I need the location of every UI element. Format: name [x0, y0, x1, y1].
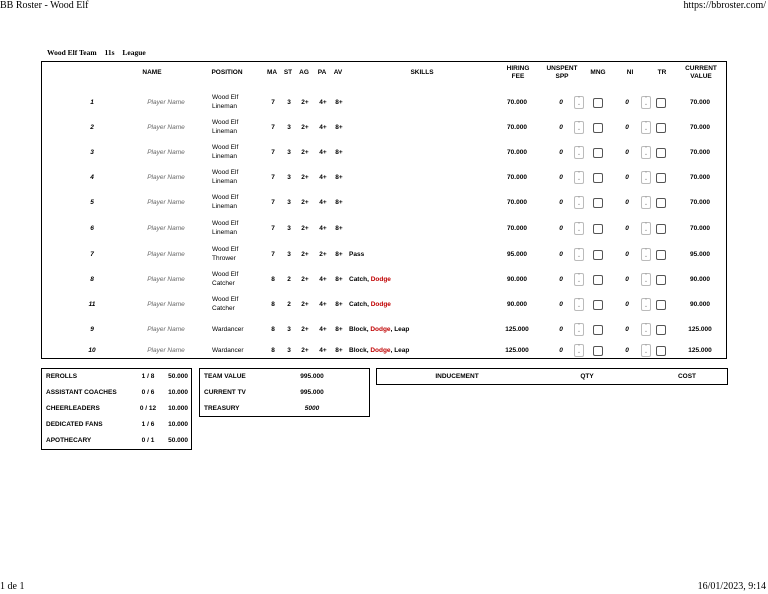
stat-ag: 2+ — [301, 149, 309, 156]
stat-pa: 2+ — [319, 251, 327, 258]
current-value: 70.000 — [690, 199, 710, 206]
player-position: Wardancer — [212, 347, 244, 354]
player-number: 2 — [90, 124, 94, 131]
stat-ma: 7 — [271, 124, 275, 131]
player-position-line2: Lineman — [212, 103, 237, 110]
page-footer-page: 1 de 1 — [0, 581, 25, 592]
team-value-amount: 5000 — [304, 405, 320, 412]
stat-av: 8+ — [335, 124, 343, 131]
up-down-spinner-icon[interactable]: ⌃ ⌄ — [641, 196, 651, 209]
player-name-field[interactable]: Player Name — [147, 251, 185, 258]
tr-checkbox[interactable] — [656, 173, 666, 183]
tr-checkbox[interactable] — [656, 148, 666, 158]
niggling-injury: 0 — [625, 149, 629, 156]
stat-pa: 4+ — [319, 199, 327, 206]
col-position: POSITION — [211, 69, 243, 76]
skill-separator: , — [390, 347, 395, 354]
staff-row — [46, 373, 188, 382]
skill-separator: , — [367, 301, 371, 308]
stat-ma: 7 — [271, 225, 275, 232]
stat-ag: 2+ — [301, 99, 309, 106]
up-down-spinner-icon[interactable]: ⌃ ⌄ — [574, 171, 584, 184]
stat-av: 8+ — [335, 301, 343, 308]
current-value: 70.000 — [690, 124, 710, 131]
up-down-spinner-icon[interactable]: ⌃ ⌄ — [574, 146, 584, 159]
skill-separator: , — [366, 347, 371, 354]
unspent-spp: 0 — [559, 124, 563, 131]
unspent-spp: 0 — [559, 301, 563, 308]
up-down-spinner-icon[interactable]: ⌃ ⌄ — [574, 298, 584, 311]
staff-label: CHEERLEADERS — [46, 405, 100, 412]
player-number: 9 — [90, 326, 94, 333]
page-header-title: BB Roster - Wood Elf — [0, 0, 89, 11]
skill-separator: , — [390, 326, 395, 333]
stat-pa: 4+ — [319, 99, 327, 106]
team-value-row — [204, 373, 366, 382]
stat-pa: 4+ — [319, 276, 327, 283]
stat-pa: 4+ — [319, 225, 327, 232]
page-footer-timestamp: 16/01/2023, 9:14 — [697, 581, 766, 592]
stat-ma: 8 — [271, 326, 275, 333]
stat-pa: 4+ — [319, 301, 327, 308]
stat-ma: 7 — [271, 99, 275, 106]
col-av: AV — [333, 69, 343, 76]
col-inducement-qty: QTY — [580, 373, 594, 380]
hiring-fee: 125.000 — [505, 326, 529, 333]
up-down-spinner-icon[interactable]: ⌃ ⌄ — [574, 196, 584, 209]
team-value-row — [204, 405, 366, 414]
staff-cost: 50.000 — [168, 373, 188, 380]
mng-checkbox[interactable] — [593, 148, 603, 158]
player-number: 8 — [90, 276, 94, 283]
staff-qty: 1 / 6 — [141, 421, 155, 428]
staff-label: APOTHECARY — [46, 437, 92, 444]
stat-st: 3 — [287, 174, 291, 181]
tr-checkbox[interactable] — [656, 275, 666, 285]
mng-checkbox[interactable] — [593, 224, 603, 234]
hiring-fee: 70.000 — [507, 99, 527, 106]
current-value: 70.000 — [690, 99, 710, 106]
team-type: League — [122, 48, 146, 57]
mng-checkbox[interactable] — [593, 325, 603, 335]
staff-label: REROLLS — [46, 373, 78, 380]
stat-st: 3 — [287, 124, 291, 131]
niggling-injury: 0 — [625, 326, 629, 333]
player-name-field[interactable]: Player Name — [147, 326, 185, 333]
player-position-line1: Wood Elf — [212, 271, 239, 278]
tr-checkbox[interactable] — [656, 250, 666, 260]
staff-cost: 10.000 — [168, 405, 188, 412]
team-info — [47, 48, 152, 57]
stat-pa: 4+ — [319, 326, 327, 333]
player-position-line1: Wood Elf — [212, 296, 239, 303]
unspent-spp: 0 — [559, 174, 563, 181]
up-down-spinner-icon[interactable]: ⌃ ⌄ — [641, 344, 651, 357]
current-value: 125.000 — [688, 347, 712, 354]
player-skills — [349, 326, 409, 334]
up-down-spinner-icon[interactable]: ⌃ ⌄ — [641, 96, 651, 109]
player-name-field[interactable]: Player Name — [147, 276, 185, 283]
skill-leap: Leap — [394, 326, 410, 333]
player-position: Wardancer — [212, 326, 244, 333]
stat-pa: 4+ — [319, 347, 327, 354]
hiring-fee: 70.000 — [507, 225, 527, 232]
col-tr: TR — [657, 69, 667, 76]
current-value: 70.000 — [690, 225, 710, 232]
skill-block: Block — [349, 347, 367, 354]
hiring-fee: 95.000 — [507, 251, 527, 258]
stat-av: 8+ — [335, 326, 343, 333]
skill-dodge: Dodge — [370, 301, 391, 308]
staff-label: DEDICATED FANS — [46, 421, 103, 428]
player-position-line2: Lineman — [212, 153, 237, 160]
col-hiring-fee: HIRING FEE — [506, 65, 530, 80]
up-down-spinner-icon[interactable]: ⌃ ⌄ — [641, 121, 651, 134]
mng-checkbox[interactable] — [593, 250, 603, 260]
team-name: Wood Elf Team — [47, 48, 97, 57]
staff-cost: 10.000 — [168, 421, 188, 428]
staff-qty: 0 / 12 — [139, 405, 157, 412]
up-down-spinner-icon[interactable]: ⌃ ⌄ — [641, 222, 651, 235]
tr-checkbox[interactable] — [656, 198, 666, 208]
player-name-field[interactable]: Player Name — [147, 347, 185, 354]
player-position-line2: Lineman — [212, 178, 237, 185]
col-name: NAME — [142, 69, 162, 76]
unspent-spp: 0 — [559, 149, 563, 156]
current-value: 90.000 — [690, 276, 710, 283]
staff-qty: 1 / 8 — [141, 373, 155, 380]
player-name-field[interactable]: Player Name — [147, 99, 185, 106]
player-position-line1: Wood Elf — [212, 220, 239, 227]
team-value-row — [204, 389, 366, 398]
stat-av: 8+ — [335, 99, 343, 106]
stat-ma: 8 — [271, 276, 275, 283]
unspent-spp: 0 — [559, 225, 563, 232]
stat-st: 3 — [287, 225, 291, 232]
player-name-field[interactable]: Player Name — [147, 301, 185, 308]
stat-st: 3 — [287, 199, 291, 206]
tr-checkbox[interactable] — [656, 300, 666, 310]
stat-av: 8+ — [335, 174, 343, 181]
up-down-spinner-icon[interactable]: ⌃ ⌄ — [574, 344, 584, 357]
mng-checkbox[interactable] — [593, 346, 603, 356]
unspent-spp: 0 — [559, 347, 563, 354]
player-skills — [349, 276, 391, 284]
up-down-spinner-icon[interactable]: ⌃ ⌄ — [574, 248, 584, 261]
staff-qty: 0 / 6 — [141, 389, 155, 396]
up-down-spinner-icon[interactable]: ⌃ ⌄ — [641, 298, 651, 311]
player-position-line2: Thrower — [212, 255, 236, 262]
skill-dodge: Dodge — [370, 347, 391, 354]
tr-checkbox[interactable] — [656, 325, 666, 335]
stat-pa: 4+ — [319, 149, 327, 156]
niggling-injury: 0 — [625, 174, 629, 181]
stat-av: 8+ — [335, 276, 343, 283]
stat-ag: 2+ — [301, 347, 309, 354]
skill-catch: Catch — [349, 276, 368, 283]
unspent-spp: 0 — [559, 99, 563, 106]
player-position-line1: Wood Elf — [212, 119, 239, 126]
hiring-fee: 70.000 — [507, 174, 527, 181]
current-value: 90.000 — [690, 301, 710, 308]
skill-separator: , — [366, 326, 371, 333]
team-value-label: CURRENT TV — [204, 389, 246, 396]
up-down-spinner-icon[interactable]: ⌃ ⌄ — [574, 96, 584, 109]
stat-av: 8+ — [335, 251, 343, 258]
col-pa: PA — [317, 69, 327, 76]
hiring-fee: 125.000 — [505, 347, 529, 354]
hiring-fee: 90.000 — [507, 276, 527, 283]
col-current-value: CURRENT VALUE — [685, 65, 717, 80]
up-down-spinner-icon[interactable]: ⌃ ⌄ — [641, 171, 651, 184]
unspent-spp: 0 — [559, 251, 563, 258]
player-position-line2: Catcher — [212, 305, 235, 312]
niggling-injury: 0 — [625, 124, 629, 131]
player-position-line2: Lineman — [212, 229, 237, 236]
staff-row — [46, 405, 188, 414]
col-ag: AG — [299, 69, 309, 76]
skill-block: Block — [349, 326, 367, 333]
player-number: 3 — [90, 149, 94, 156]
hiring-fee: 70.000 — [507, 149, 527, 156]
staff-cost: 10.000 — [168, 389, 188, 396]
stat-pa: 4+ — [319, 174, 327, 181]
hiring-fee: 70.000 — [507, 199, 527, 206]
up-down-spinner-icon[interactable]: ⌃ ⌄ — [574, 323, 584, 336]
up-down-spinner-icon[interactable]: ⌃ ⌄ — [641, 248, 651, 261]
stat-st: 2 — [287, 301, 291, 308]
mng-checkbox[interactable] — [593, 300, 603, 310]
stat-av: 8+ — [335, 199, 343, 206]
col-ma: MA — [266, 69, 278, 76]
hiring-fee: 90.000 — [507, 301, 527, 308]
unspent-spp: 0 — [559, 326, 563, 333]
staff-row — [46, 421, 188, 430]
player-number: 4 — [90, 174, 94, 181]
player-number: 7 — [90, 251, 94, 258]
player-number: 1 — [90, 99, 94, 106]
team-value-label: TREASURY — [204, 405, 240, 412]
skill-dodge: Dodge — [370, 326, 391, 333]
mng-checkbox[interactable] — [593, 275, 603, 285]
roster-table — [41, 61, 727, 359]
stat-av: 8+ — [335, 225, 343, 232]
unspent-spp: 0 — [559, 276, 563, 283]
player-name-field[interactable]: Player Name — [147, 149, 185, 156]
stat-st: 3 — [287, 326, 291, 333]
stat-st: 3 — [287, 251, 291, 258]
stat-ag: 2+ — [301, 276, 309, 283]
player-position-line1: Wood Elf — [212, 94, 239, 101]
up-down-spinner-icon[interactable]: ⌃ ⌄ — [641, 273, 651, 286]
col-inducement-cost: COST — [677, 373, 697, 380]
player-position-line1: Wood Elf — [212, 194, 239, 201]
stat-av: 8+ — [335, 149, 343, 156]
mng-checkbox[interactable] — [593, 173, 603, 183]
niggling-injury: 0 — [625, 99, 629, 106]
skill-separator: , — [367, 276, 371, 283]
stat-ma: 8 — [271, 301, 275, 308]
tr-checkbox[interactable] — [656, 98, 666, 108]
stat-ma: 7 — [271, 174, 275, 181]
stat-ag: 2+ — [301, 301, 309, 308]
current-value: 70.000 — [690, 149, 710, 156]
stat-ag: 2+ — [301, 124, 309, 131]
team-size: 11s — [104, 48, 115, 57]
stat-ma: 7 — [271, 199, 275, 206]
staff-row — [46, 437, 188, 446]
tr-checkbox[interactable] — [656, 224, 666, 234]
skill-leap: Leap — [394, 347, 410, 354]
stat-ag: 2+ — [301, 251, 309, 258]
skill-catch: Catch — [349, 301, 368, 308]
staff-box — [41, 368, 192, 450]
mng-checkbox[interactable] — [593, 123, 603, 133]
mng-checkbox[interactable] — [593, 198, 603, 208]
player-number: 10 — [88, 347, 96, 354]
current-value: 70.000 — [690, 174, 710, 181]
niggling-injury: 0 — [625, 301, 629, 308]
up-down-spinner-icon[interactable]: ⌃ ⌄ — [641, 323, 651, 336]
stat-ma: 7 — [271, 149, 275, 156]
up-down-spinner-icon[interactable]: ⌃ ⌄ — [574, 222, 584, 235]
col-st: ST — [283, 69, 293, 76]
niggling-injury: 0 — [625, 251, 629, 258]
current-value: 125.000 — [688, 326, 712, 333]
page-header-url: https://bbroster.com/ — [683, 0, 766, 11]
player-position-line2: Lineman — [212, 203, 237, 210]
team-value-amount: 995.000 — [300, 373, 324, 380]
up-down-spinner-icon[interactable]: ⌃ ⌄ — [574, 121, 584, 134]
player-number: 11 — [88, 301, 96, 308]
player-number: 5 — [90, 199, 94, 206]
player-name-field[interactable]: Player Name — [147, 174, 185, 181]
player-position-line1: Wood Elf — [212, 144, 239, 151]
player-position-line1: Wood Elf — [212, 246, 239, 253]
stat-ag: 2+ — [301, 225, 309, 232]
staff-cost: 50.000 — [168, 437, 188, 444]
niggling-injury: 0 — [625, 276, 629, 283]
col-skills: SKILLS — [410, 69, 434, 76]
stat-av: 8+ — [335, 347, 343, 354]
up-down-spinner-icon[interactable]: ⌃ ⌄ — [641, 146, 651, 159]
col-inducement: INDUCEMENT — [435, 373, 479, 380]
niggling-injury: 0 — [625, 347, 629, 354]
player-name-field[interactable]: Player Name — [147, 199, 185, 206]
col-unspent-spp: UNSPENT SPP — [546, 65, 578, 80]
col-mng: MNG — [590, 69, 606, 76]
player-skills — [349, 347, 409, 355]
stat-pa: 4+ — [319, 124, 327, 131]
player-position-line2: Catcher — [212, 280, 235, 287]
stat-ma: 7 — [271, 251, 275, 258]
tr-checkbox[interactable] — [656, 346, 666, 356]
team-value-amount: 995.000 — [300, 389, 324, 396]
hiring-fee: 70.000 — [507, 124, 527, 131]
skill-pass: Pass — [349, 251, 365, 258]
stat-st: 3 — [287, 347, 291, 354]
stat-st: 2 — [287, 276, 291, 283]
player-name-field[interactable]: Player Name — [147, 124, 185, 131]
staff-qty: 0 / 1 — [141, 437, 155, 444]
player-skills — [349, 301, 391, 309]
player-number: 6 — [90, 225, 94, 232]
staff-row — [46, 389, 188, 398]
mng-checkbox[interactable] — [593, 98, 603, 108]
niggling-injury: 0 — [625, 199, 629, 206]
stat-ag: 2+ — [301, 199, 309, 206]
stat-ma: 8 — [271, 347, 275, 354]
stat-ag: 2+ — [301, 174, 309, 181]
inducements-box — [376, 368, 728, 385]
player-position-line1: Wood Elf — [212, 169, 239, 176]
niggling-injury: 0 — [625, 225, 629, 232]
player-name-field[interactable]: Player Name — [147, 225, 185, 232]
skill-dodge: Dodge — [370, 276, 391, 283]
up-down-spinner-icon[interactable]: ⌃ ⌄ — [574, 273, 584, 286]
player-skills — [349, 251, 364, 259]
unspent-spp: 0 — [559, 199, 563, 206]
stat-st: 3 — [287, 99, 291, 106]
player-position-line2: Lineman — [212, 128, 237, 135]
col-ni: NI — [626, 69, 634, 76]
team-value-label: TEAM VALUE — [204, 373, 246, 380]
staff-label: ASSISTANT COACHES — [46, 389, 117, 396]
current-value: 95.000 — [690, 251, 710, 258]
tr-checkbox[interactable] — [656, 123, 666, 133]
stat-st: 3 — [287, 149, 291, 156]
team-values-box — [199, 368, 370, 417]
stat-ag: 2+ — [301, 326, 309, 333]
